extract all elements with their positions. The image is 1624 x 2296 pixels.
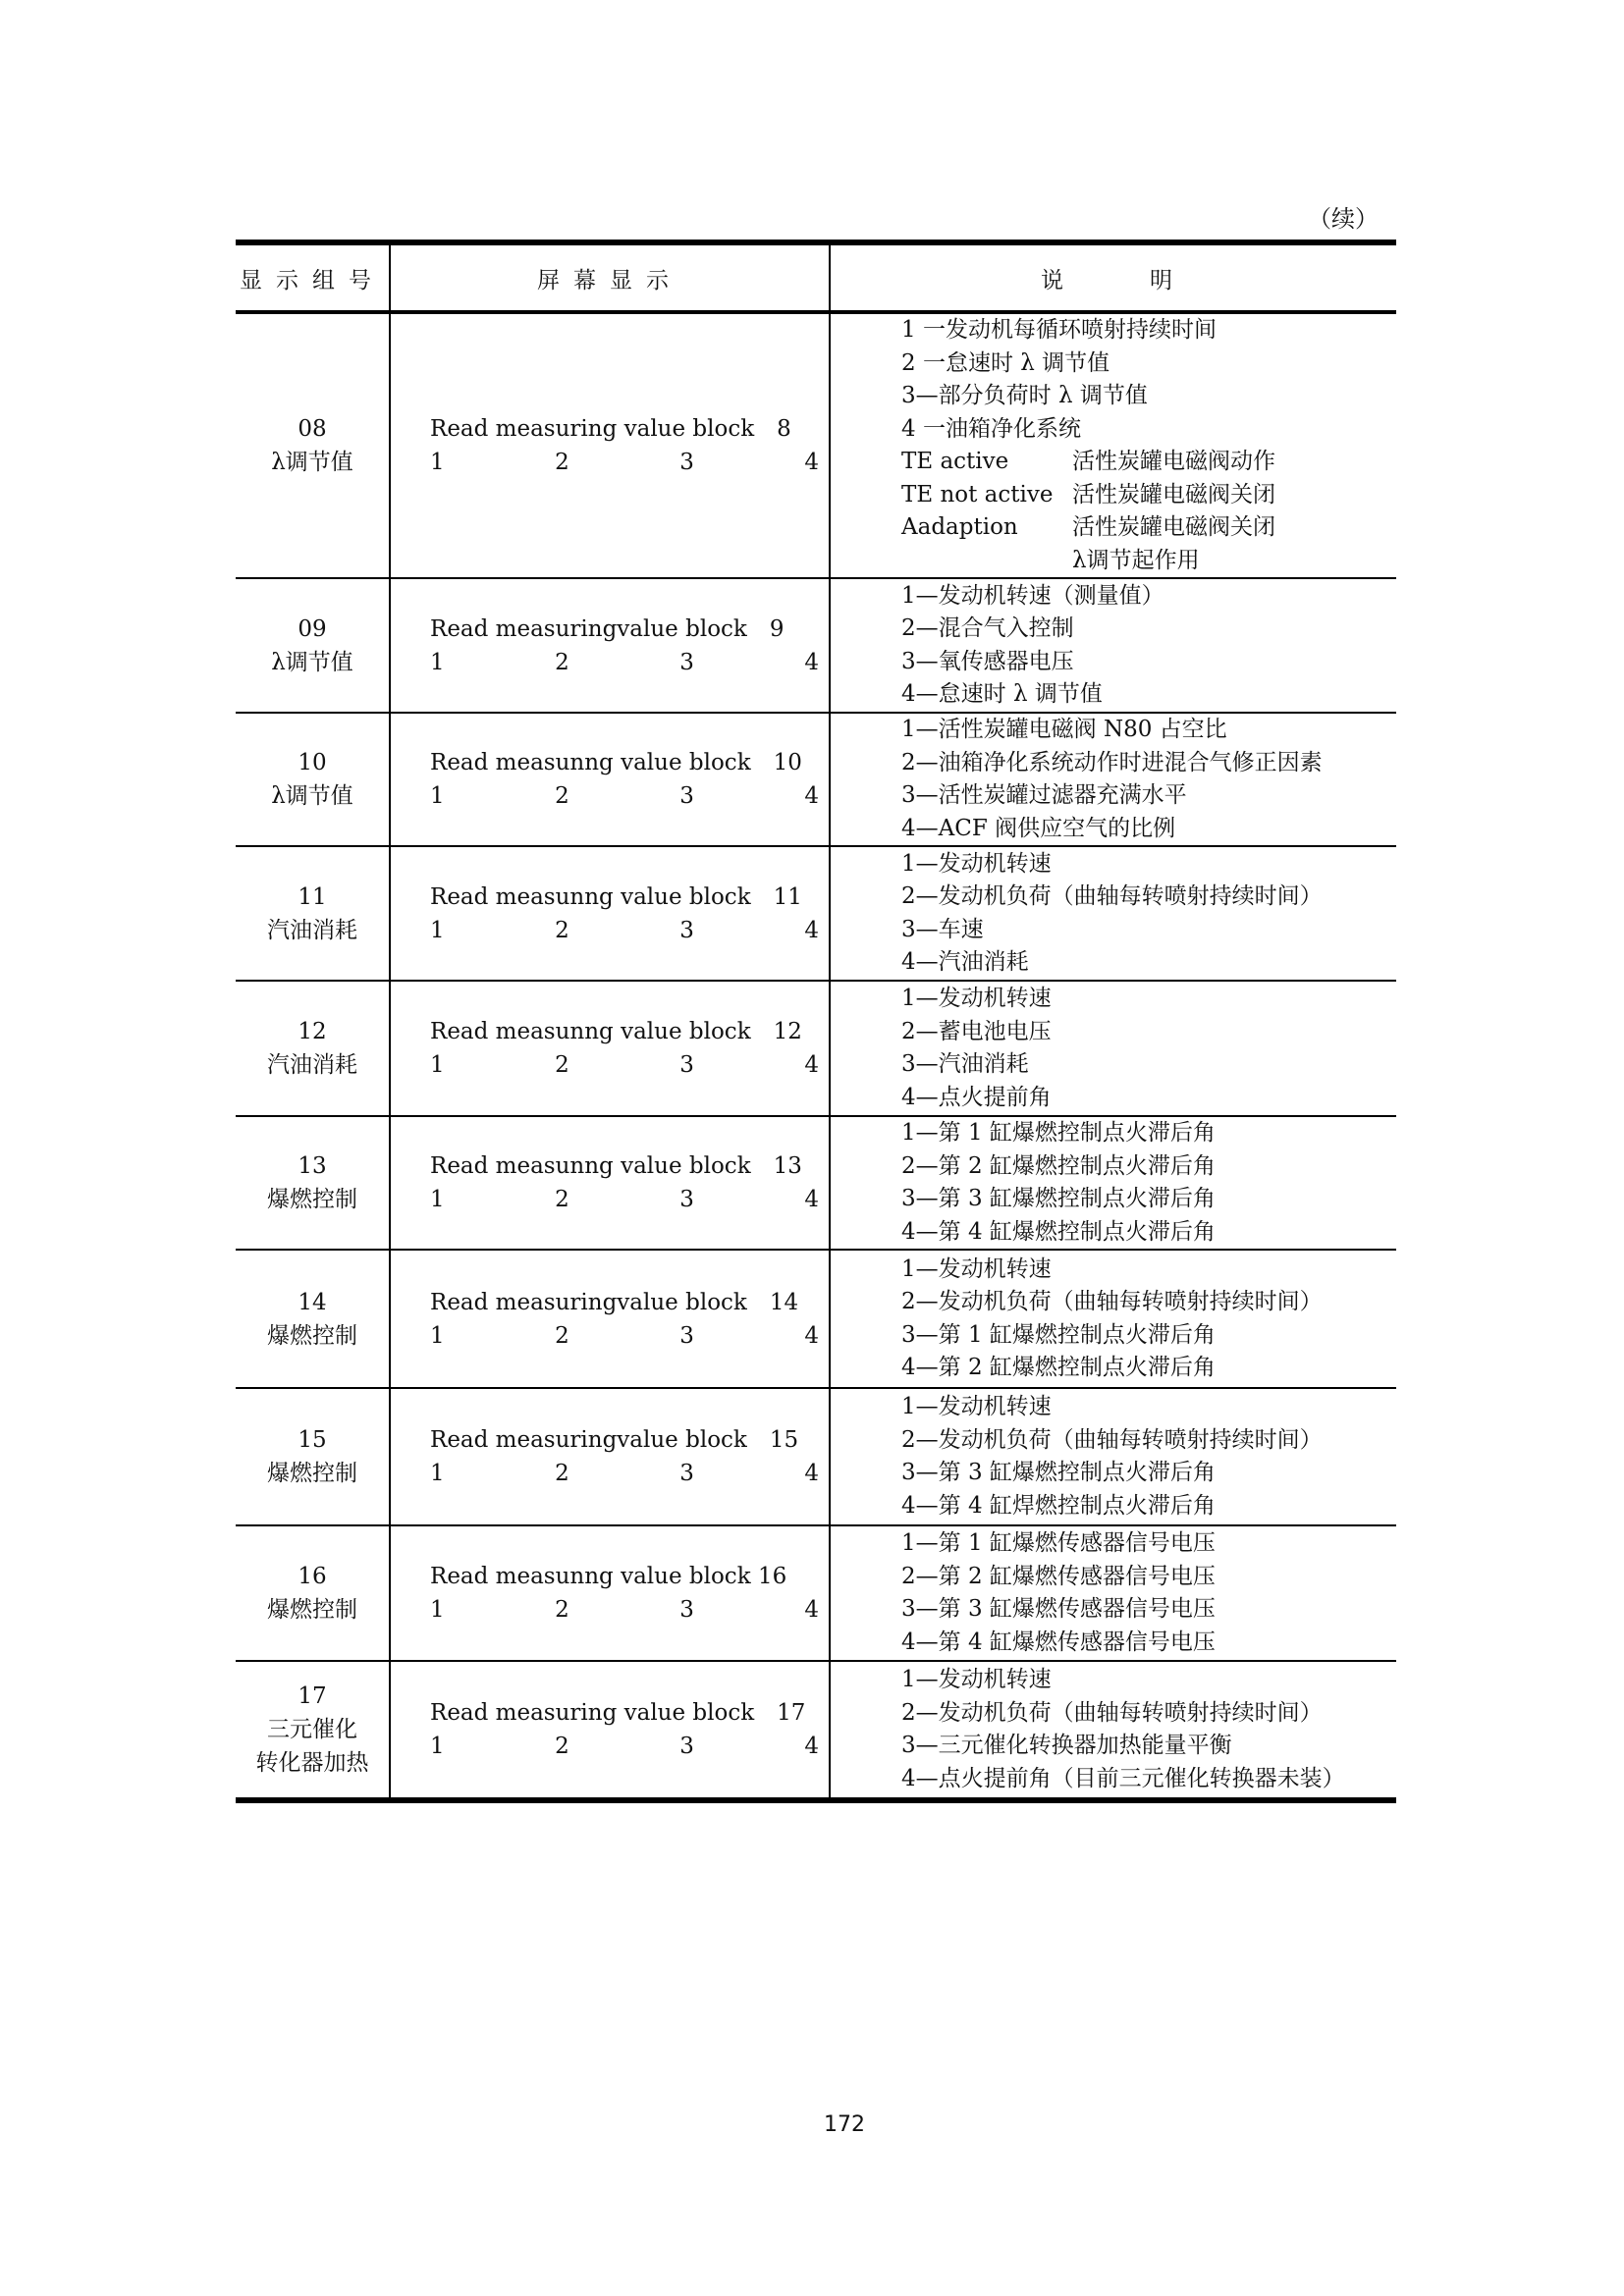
group-name: 汽油消耗 [267,1052,357,1078]
description-line: 4 一油箱净化系统 [901,415,1081,442]
screen-title: Read measuringvalue block 15 [430,1427,799,1453]
group-number: 16 [298,1564,327,1589]
description-line: 3—第 3 缸爆燃控制点火滞后角 [901,1186,1216,1211]
description-cell [830,1250,1396,1388]
description-line: 1 一发动机每循环喷射持续时间 [901,317,1217,343]
channel-number: 1 [430,450,445,475]
channel-number: 3 [679,1187,694,1212]
status-line [901,511,1396,545]
status-line [901,545,1396,578]
table-row [236,981,1396,1116]
group-number: 13 [298,1153,327,1179]
screen-cell [390,312,830,578]
channel-number: 3 [679,1052,694,1078]
screen-title: Read measunng value block 16 [430,1564,787,1589]
channel-number: 2 [555,1734,569,1759]
description-line: 2—第 2 缸爆燃传感器信号电压 [901,1563,1216,1589]
channel-number: 4 [804,1052,819,1078]
channel-number: 1 [430,1461,445,1486]
screen-cell [390,1250,830,1388]
group-cell [236,981,390,1116]
group-cell [236,1661,390,1800]
channel-number: 3 [679,917,694,943]
channel-number: 1 [430,1734,445,1759]
group-cell [236,1250,390,1388]
description-line: 2—发动机负荷（曲轴每转喷射持续时间） [901,1289,1323,1314]
channel-number: 3 [679,1734,694,1759]
group-cell [236,578,390,713]
screen-title: Read measunng value block 12 [430,1019,802,1044]
channel-number: 3 [679,1322,694,1349]
group-number: 12 [298,1019,327,1044]
group-name: λ调节值 [271,783,353,809]
group-name: 爆燃控制 [267,1597,357,1623]
table-row [236,1116,1396,1250]
screen-title: Read measunng value block 13 [430,1153,802,1179]
description-line: 1—发动机转速 [901,986,1052,1011]
group-number: 08 [298,416,327,442]
screen-title: Read measunng value block 10 [430,750,802,775]
channel-number: 1 [430,1597,445,1623]
screen-cell [390,578,830,713]
table-row [236,1525,1396,1661]
description-cell [830,846,1396,981]
description-line: 1—第 1 缸爆燃传感器信号电压 [901,1530,1216,1556]
channel-number: 3 [679,1597,694,1623]
channel-number: 3 [679,649,694,675]
channel-number: 4 [804,1461,819,1486]
channel-number: 2 [555,783,569,809]
channel-number: 1 [430,1187,445,1212]
channel-number: 4 [804,1734,819,1759]
page-number: 172 [824,2112,865,2137]
screen-cell [390,1116,830,1250]
channel-number: 4 [804,1597,819,1623]
group-number: 09 [298,615,327,642]
description-line: 2—蓄电池电压 [901,1018,1052,1044]
status-label: TE active [901,449,1009,474]
description-line: 1—活性炭罐电磁阀 N80 占空比 [901,717,1227,742]
channel-number: 1 [430,1322,445,1349]
screen-cell [390,1388,830,1525]
description-line: 2—第 2 缸爆燃控制点火滞后角 [901,1152,1216,1179]
description-line: 1—第 1 缸爆燃控制点火滞后角 [901,1120,1216,1146]
channel-number: 2 [555,1597,569,1623]
description-line: 3—三元催化转换器加热能量平衡 [901,1733,1232,1758]
group-cell [236,1388,390,1525]
status-meaning: 活性炭罐电磁阀关闭 [1072,514,1275,540]
description-line: 3—部分负荷时 λ 调节值 [901,383,1148,408]
channel-number: 2 [555,1461,569,1486]
description-line: 1—发动机转速 [901,1255,1052,1282]
channel-number: 2 [555,1322,569,1349]
description-line: 3—氧传感器电压 [901,648,1074,674]
description-line: 4—第 4 缸焊燃控制点火滞后角 [901,1492,1216,1519]
group-name: 汽油消耗 [267,917,357,943]
description-line: 3—汽油消耗 [901,1051,1029,1077]
screen-cell [390,981,830,1116]
screen-title: Read measuringvalue block 14 [430,1289,799,1315]
screen-cell [390,1661,830,1800]
channel-number: 2 [555,450,569,475]
group-name: λ调节值 [271,450,353,475]
group-number: 15 [298,1427,327,1453]
description-line: 3—第 1 缸爆燃控制点火滞后角 [901,1321,1216,1348]
group-name: λ调节值 [271,649,353,675]
status-meaning: 活性炭罐电磁阀关闭 [1072,481,1275,507]
description-line: 4—ACF 阀供应空气的比例 [901,815,1176,841]
channel-number: 1 [430,783,445,809]
group-name: 转化器加热 [255,1750,369,1776]
status-meaning: λ调节起作用 [1072,547,1200,573]
group-number: 11 [298,883,327,910]
description-line: 2 一怠速时 λ 调节值 [901,349,1110,376]
description-line: 1—发动机转速 [901,1394,1052,1419]
group-cell [236,1525,390,1661]
table-row [236,1661,1396,1800]
description-line: 4—第 2 缸爆燃控制点火滞后角 [901,1355,1216,1380]
channel-number: 2 [555,1052,569,1078]
group-cell [236,713,390,846]
table-row [236,713,1396,846]
description-line: 1—发动机转速（测量值） [901,582,1164,609]
description-line: 4—第 4 缸爆燃传感器信号电压 [901,1629,1216,1655]
screen-title: Read measuringvalue block 9 [430,615,785,642]
channel-number: 4 [804,917,819,943]
description-line: 4—汽油消耗 [901,949,1029,975]
table-row [236,846,1396,981]
group-number: 17 [298,1683,327,1709]
status-label: TE not active [901,481,1054,507]
table-row [236,578,1396,713]
header-group-number: 显示组号 [236,242,390,312]
table-row [236,1388,1396,1525]
channel-number: 4 [804,1187,819,1212]
description-cell [830,578,1396,713]
channel-number: 3 [679,1461,694,1486]
channel-number: 4 [804,1322,819,1349]
description-line: 4—第 4 缸爆燃控制点火滞后角 [901,1218,1216,1245]
description-line: 1—发动机转速 [901,850,1052,877]
description-cell [830,981,1396,1116]
channel-number: 2 [555,917,569,943]
group-name: 爆燃控制 [267,1187,357,1212]
group-name: 爆燃控制 [267,1461,357,1486]
description-line: 2—发动机负荷（曲轴每转喷射持续时间） [901,1699,1323,1726]
channel-number: 2 [555,649,569,675]
channel-number: 3 [679,783,694,809]
description-line: 3—第 3 缸爆燃传感器信号电压 [901,1596,1216,1622]
channel-number: 3 [679,450,694,475]
table-row [236,312,1396,578]
description-cell [830,312,1396,578]
description-line: 3—活性炭罐过滤器充满水平 [901,782,1187,808]
description-cell [830,1661,1396,1800]
description-cell [830,1525,1396,1661]
description-cell [830,713,1396,846]
channel-number: 1 [430,649,445,675]
channel-number: 4 [804,649,819,675]
description-line: 2—发动机负荷（曲轴每转喷射持续时间） [901,1426,1323,1453]
description-line: 2—发动机负荷（曲轴每转喷射持续时间） [901,883,1323,909]
group-name: 爆燃控制 [267,1322,357,1349]
description-line: 1—发动机转速 [901,1667,1052,1692]
screen-cell [390,713,830,846]
status-label: Aadaption [901,514,1018,540]
description-cell [830,1388,1396,1525]
status-line [901,479,1396,512]
screen-title: Read measunng value block 11 [430,883,802,910]
header-description: 说 明 [830,242,1396,312]
description-line: 3—车速 [901,916,984,942]
screen-cell [390,1525,830,1661]
measuring-block-table [236,240,1396,1803]
description-line: 3—第 3 缸爆燃控制点火滞后角 [901,1460,1216,1485]
screen-title: Read measuring value block 17 [430,1700,806,1726]
continued-label: （续） [1308,205,1379,233]
channel-number: 1 [430,917,445,943]
screen-cell [390,846,830,981]
channel-number: 4 [804,783,819,809]
group-cell [236,1116,390,1250]
channel-number: 1 [430,1052,445,1078]
description-line: 4—点火提前角（目前三元催化转换器未装） [901,1765,1345,1791]
channel-number: 2 [555,1187,569,1212]
description-line: 2—油箱净化系统动作时进混合气修正因素 [901,749,1323,775]
status-line [901,446,1396,479]
header-screen-display: 屏幕显示 [390,242,830,312]
screen-title: Read measuring value block 8 [430,416,791,442]
group-cell [236,312,390,578]
group-number: 10 [298,750,327,775]
group-name: 三元催化 [267,1717,357,1742]
description-line: 4—点火提前角 [901,1084,1052,1110]
group-cell [236,846,390,981]
description-line: 2—混合气入控制 [901,615,1074,641]
group-number: 14 [298,1289,327,1315]
status-meaning: 活性炭罐电磁阀动作 [1072,449,1275,474]
channel-number: 4 [804,450,819,475]
table-row [236,1250,1396,1388]
description-cell [830,1116,1396,1250]
description-line: 4—怠速时 λ 调节值 [901,681,1103,707]
